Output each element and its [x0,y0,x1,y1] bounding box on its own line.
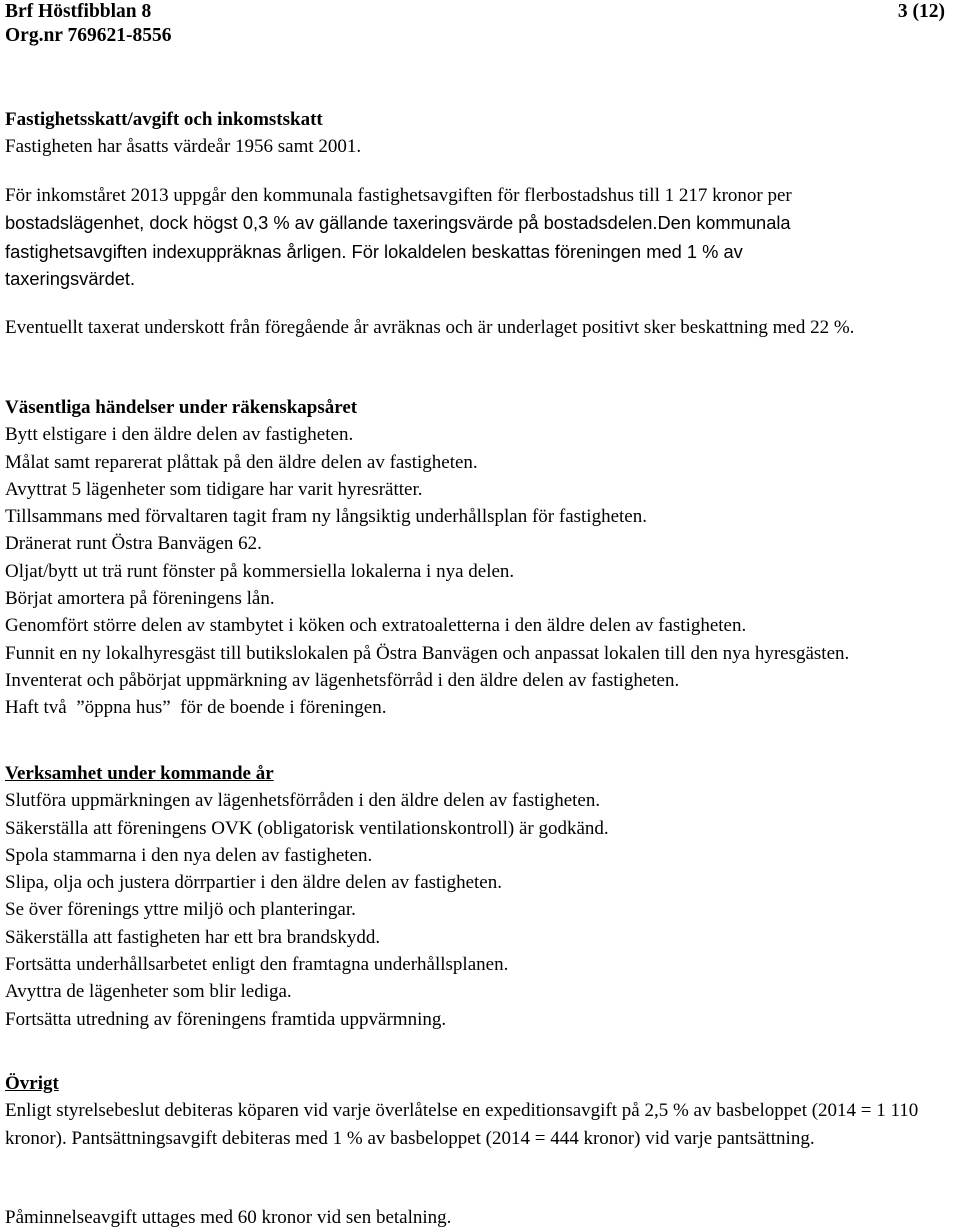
other-para2: Påminnelseavgift uttages med 60 kronor vid sen betalning. [5,1207,452,1228]
future-item: Avyttra de lägenheter som blir lediga. [5,981,292,1003]
future-item: Fortsätta utredning av föreningens framtida uppvärmning. [5,1008,447,1030]
future-item: Fortsätta underhållsarbetet enligt den framtagna underhållsplanen. [5,954,509,976]
future-item: Se över förenings yttre miljö och planteringar. [5,899,356,921]
future-item: Slipa, olja och justera dörrpartier i den äldre delen av fastigheten. [5,872,502,894]
page-number: 3 (12) [897,1,945,22]
tax-paragraph-1 [5,182,955,292]
event-item: Funnit en ny lokalhyresgäst till butikslokalen på Östra Banvägen och anpassat lokalen till den nya hyresgästen. [5,642,850,664]
tax-para1-line4: taxeringsvärdet. [5,267,136,289]
event-item: Dränerat runt Östra Banvägen 62. [5,533,262,555]
org-name: Brf Höstfibblan 8 [5,1,152,22]
tax-para1-line3: fastighetsavgiften indexuppräknas årligen. För lokaldelen beskattas föreningen med 1 % av [5,240,743,262]
event-item: Oljat/bytt ut trä runt fönster på kommersiella lokalerna i nya delen. [5,560,515,582]
tax-valuation-text: Fastigheten har åsatts värdeår 1956 samt 2001. [5,136,362,158]
future-item: Säkerställa att föreningens OVK (obligatorisk ventilationskontroll) är godkänd. [5,817,609,839]
future-item: Spola stammarna i den nya delen av fastigheten. [5,844,373,866]
event-item: Bytt elstigare i den äldre delen av fastigheten. [5,424,354,446]
event-item: Haft två ”öppna hus” för de boende i föreningen. [5,697,387,719]
events-heading: Väsentliga händelser under räkenskapsåret [5,397,358,418]
tax-para1-line1: För inkomståret 2013 uppgår den kommunala fastighetsavgiften för flerbostadshus till 1 217 kronor per [5,185,792,206]
tax-section [5,106,955,161]
tax-para2-text: Eventuellt taxerat underskott från föregående år avräknas och är underlaget positivt sker beskattning med 22 %. [5,317,855,338]
org-number: Org.nr 769621-8556 [5,25,172,46]
tax-para1-line2-sans: bostadslägenhet, dock högst 0,3 % av gällande taxeringsvärde på bostadsdelen. [5,212,658,234]
other-para2-block [5,1204,955,1231]
other-para1: Enligt styrelsebeslut debiteras köparen vid varje överlåtelse en expeditionsavgift på 2,5 % av basbeloppet (2014 = 1 110 kronor). Pantsättningsavgift debiteras med 1 % av basbeloppet (2014 = 444 kronor) vid varje pantsättning. [5,1100,919,1149]
tax-paragraph-2 [5,314,960,341]
event-item: Genomfört större delen av stambytet i köken och extratoaletterna i den äldre delen av fastigheten. [5,615,747,637]
events-section [5,394,955,722]
event-item: Börjat amortera på föreningens lån. [5,588,275,610]
future-item: Säkerställa att fastigheten har ett bra brandskydd. [5,926,381,948]
tax-heading: Fastighetsskatt/avgift och inkomstskatt [5,109,323,130]
future-section [5,760,955,1033]
future-item: Slutföra uppmärkningen av lägenhetsförråden i den äldre delen av fastigheten. [5,790,601,812]
event-item: Tillsammans med förvaltaren tagit fram ny långsiktig underhållsplan för fastigheten. [5,506,647,528]
event-item: Målat samt reparerat plåttak på den äldre delen av fastigheten. [5,451,478,473]
event-item: Inventerat och påbörjat uppmärkning av lägenhetsförråd i den äldre delen av fastigheten. [5,669,680,691]
other-heading: Övrigt [5,1073,59,1094]
other-section [5,1070,945,1152]
tax-para1-line2-serif: Den kommunala [657,212,791,234]
event-item: Avyttrat 5 lägenheter som tidigare har varit hyresrätter. [5,478,423,500]
future-heading: Verksamhet under kommande år [5,763,274,784]
